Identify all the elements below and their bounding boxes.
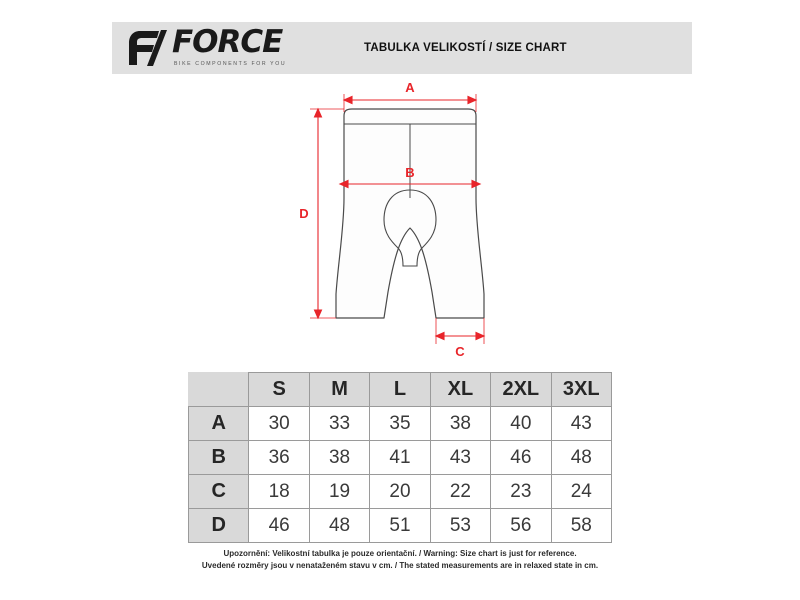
cell-b-xl: 43 [430, 441, 490, 475]
cell-a-m: 33 [309, 407, 369, 441]
dimension-d-label: D [299, 206, 309, 221]
table-header-row [189, 373, 612, 407]
column-header-m: M [309, 373, 369, 407]
cell-b-3xl: 48 [551, 441, 611, 475]
table-row [189, 441, 612, 475]
column-header-3xl: 3XL [551, 373, 611, 407]
cell-b-l: 41 [370, 441, 430, 475]
cell-d-l: 51 [370, 509, 430, 543]
cell-c-s: 18 [249, 475, 309, 509]
row-header-a: A [189, 407, 249, 441]
column-header-xl: XL [430, 373, 490, 407]
page-title: TABULKA VELIKOSTÍ / SIZE CHART [364, 42, 567, 54]
cell-b-2xl: 46 [491, 441, 551, 475]
cell-d-3xl: 58 [551, 509, 611, 543]
size-table-head [189, 373, 612, 407]
footnote-warning: Upozornění: Velikostní tabulka je pouze orientační. / Warning: Size chart is just for reference. [223, 549, 577, 558]
cell-a-s: 30 [249, 407, 309, 441]
row-header-b: B [189, 441, 249, 475]
column-header-s: S [249, 373, 309, 407]
brand-text-block [172, 24, 287, 67]
cell-a-l: 35 [370, 407, 430, 441]
column-header-2xl: 2XL [491, 373, 551, 407]
cell-b-s: 36 [249, 441, 309, 475]
force-f-logo-icon [128, 29, 168, 67]
footnote-measurements: Uvedené rozměry jsou v nenataženém stavu v cm. / The stated measurements are in relaxed state in cm. [201, 560, 599, 570]
size-table-body [189, 407, 612, 543]
footnotes [188, 548, 612, 571]
table-row [189, 509, 612, 543]
size-table [188, 372, 612, 543]
brand-wordmark: FORCE [172, 24, 283, 60]
size-table-container [188, 372, 612, 543]
table-row [189, 407, 612, 441]
cell-c-3xl: 24 [551, 475, 611, 509]
table-row [189, 475, 612, 509]
cell-c-l: 20 [370, 475, 430, 509]
cell-d-s: 46 [249, 509, 309, 543]
brand-tagline: BIKE COMPONENTS FOR YOU [174, 61, 287, 67]
dimension-a-label: A [405, 80, 415, 95]
brand-logo [112, 22, 342, 74]
cell-c-2xl: 23 [491, 475, 551, 509]
dimension-c [436, 318, 484, 344]
cell-b-m: 38 [309, 441, 369, 475]
cell-a-2xl: 40 [491, 407, 551, 441]
shorts-diagram [240, 78, 580, 368]
cell-d-xl: 53 [430, 509, 490, 543]
cell-a-xl: 38 [430, 407, 490, 441]
dimension-c-label: C [455, 344, 465, 359]
table-corner-cell [189, 373, 249, 407]
header-bar [112, 22, 692, 74]
column-header-l: L [370, 373, 430, 407]
dimension-b-label: B [405, 165, 415, 180]
shorts-diagram-svg [240, 78, 580, 368]
cell-d-2xl: 56 [491, 509, 551, 543]
row-header-d: D [189, 509, 249, 543]
cell-c-m: 19 [309, 475, 369, 509]
cell-d-m: 48 [309, 509, 369, 543]
cell-c-xl: 22 [430, 475, 490, 509]
cell-a-3xl: 43 [551, 407, 611, 441]
row-header-c: C [189, 475, 249, 509]
